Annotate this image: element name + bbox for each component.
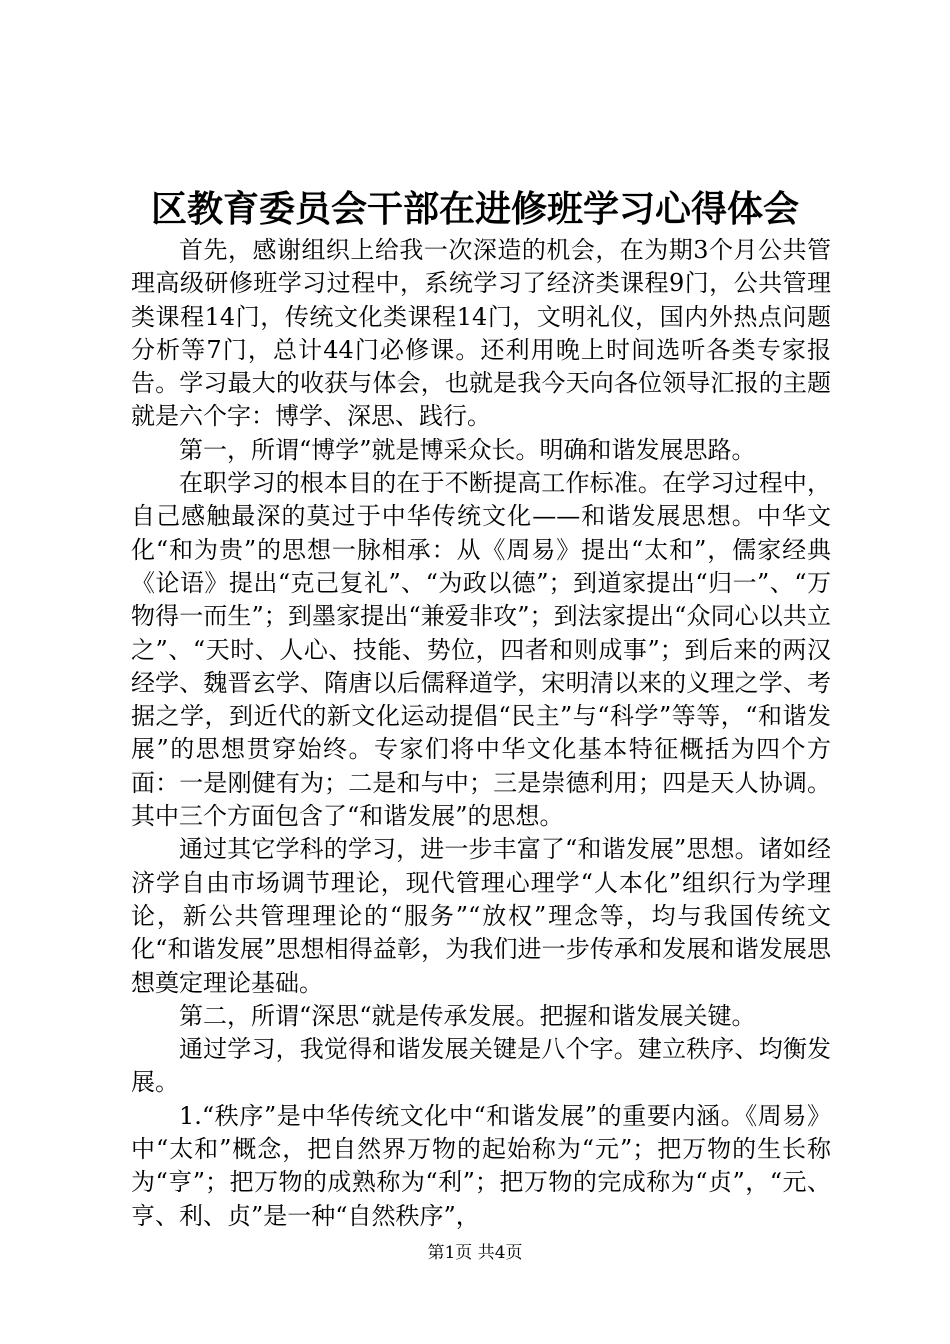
paragraph: 1.“秩序”是中华传统文化中“和谐发展”的重要内涵。《周易》中“太和”概念，把自然界万物的起始称为“元”；把万物的生长称为“亨”；把万物的成熟称为“利”；把万物的完成称为“贞”，“元、亨、利、贞”是一种“自然秩序”，	[131, 1101, 831, 1230]
paragraph: 第二，所谓“深思“就是传承发展。把握和谐发展关键。	[179, 1001, 756, 1030]
page-footer: 第1页 共4页	[427, 1243, 523, 1263]
paragraph: 第一，所谓“博学”就是博采众长。明确和谐发展思路。	[179, 435, 756, 464]
paragraph: 通过其它学科的学习，进一步丰富了“和谐发展”思想。诸如经济学自由市场调节理论，现代管理心理学“人本化”组织行为学理论，新公共管理理论的“服务”“放权”理念等，均与我国传统文化“和谐发展”思想相得益彰，为我们进一步传承和发展和谐发展思想奠定理论基础。	[131, 835, 831, 997]
paragraph: 首先，感谢组织上给我一次深造的机会，在为期3个月公共管理高级研修班学习过程中，系统学习了经济类课程9门，公共管理类课程14门，传统文化类课程14门，文明礼仪，国内外热点问题分析等7门，总计44门必修课。还利用晚上时间选听各类专家报告。学习最大的收获与体会，也就是我今天向各位领导汇报的主题就是六个字：博学、深思、践行。	[131, 236, 831, 431]
paragraph: 通过学习，我觉得和谐发展关键是八个字。建立秩序、均衡发展。	[131, 1035, 831, 1097]
paragraph: 在职学习的根本目的在于不断提高工作标准。在学习过程中，自己感触最深的莫过于中华传统文化——和谐发展思想。中华文化“和为贵”的思想一脉相承：从《周易》提出“太和”，儒家经典《论语》提出“克己复礼”、“为政以德”；到道家提出“归一”、“万物得一而生”；到墨家提出“兼爱非攻”；到法家提出“众同心以共立之”、“天时、人心、技能、势位，四者和则成事”；到后来的两汉经学、魏晋玄学、隋唐以后儒释道学，宋明清以来的义理之学、考据之学，到近代的新文化运动提倡“民主”与“科学”等等，“和谐发展”的思想贯穿始终。专家们将中华文化基本特征概括为四个方面：一是刚健有为；二是和与中；三是崇德利用；四是天人协调。其中三个方面包含了“和谐发展”的思想。	[131, 469, 831, 831]
document-body	[131, 234, 831, 1233]
document-title: 区教育委员会干部在进修班学习心得体会	[150, 188, 799, 230]
